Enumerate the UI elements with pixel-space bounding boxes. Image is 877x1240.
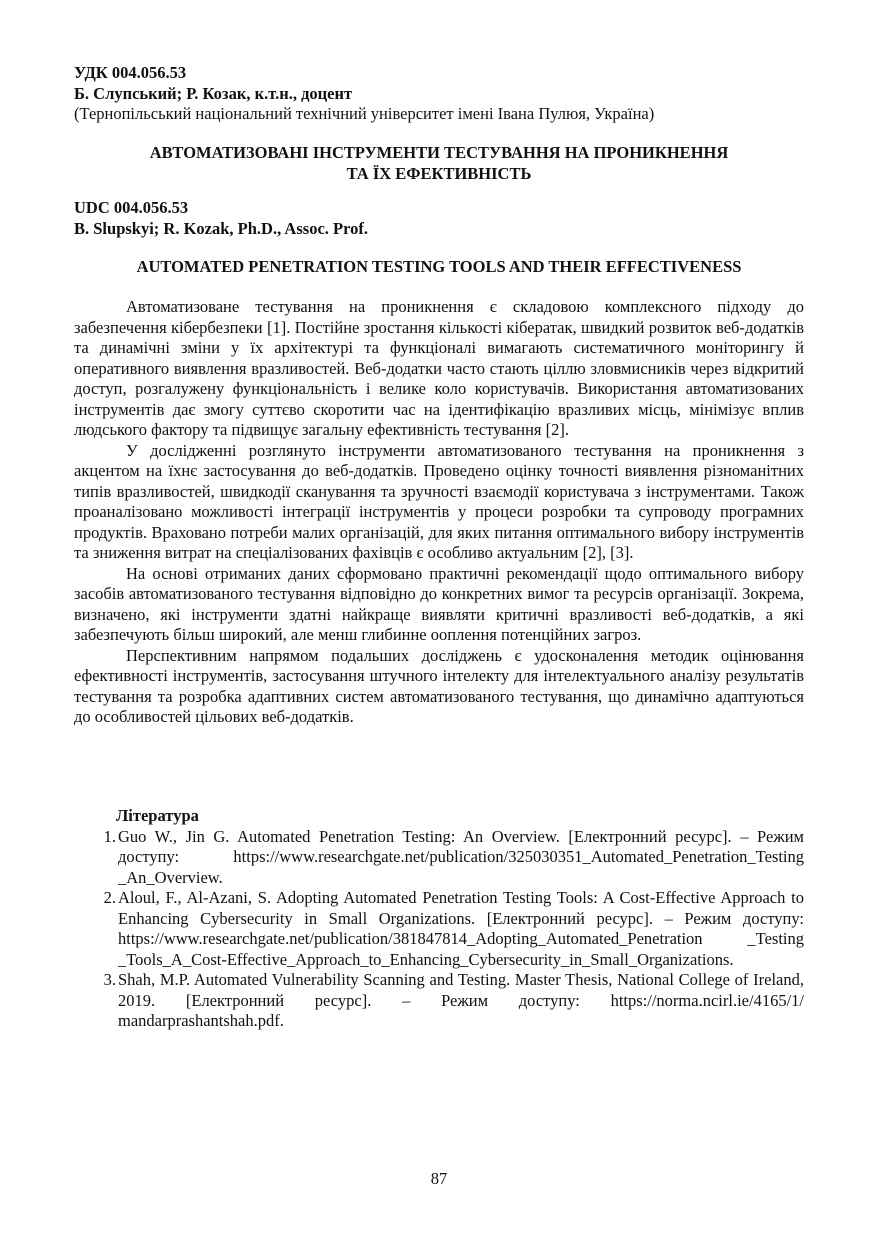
udc-en: UDC 004.056.53 (74, 198, 189, 217)
reference-text: Shah, M.P. Automated Vulnerability Scanning and Testing. Master Thesis, National College of Ireland, 2019. [Електронний ресурс]. – Режим доступу: https://norma.ncirl.ie/4165/1/ mandarprashantshah.pdf. (118, 970, 804, 1030)
affiliation-uk: (Тернопільський національний технічний університет імені Івана Пулюя, Україна) (74, 104, 655, 123)
authors-uk: Б. Слупський; Р. Козак, к.т.н., доцент (74, 83, 353, 103)
body-paragraph-2: У дослідженні розглянуто інструменти автоматизованого тестування на проникнення з акцентом на їхнє застосування до веб-додатків. Проведено оцінку точності виявлення різноманітних типів вразливостей, швидкодії сканування та зручності взаємодії користувача з інструментами. Також проаналізовано можливості інтеграції інструментів у процеси розробки та супроводу програмних продуктів. Враховано потреби малих організацій, для яких питання оптимального вибору інструментів та зниження витрат на спеціалізованих фахівців є особливо актуальним [2], [3]. (74, 440, 804, 562)
reference-text: Aloul, F., Al-Azani, S. Adopting Automated Penetration Testing Tools: A Cost-Effective Approach to Enhancing Cybersecurity in Small Organizations. [Електронний ресурс]. – Режим доступу: https://www.researchgate.net/publication/381847814_Adopting_Automated_Penetration _Testing _Tools_A_Cost-Effective_Approach_to_Enhancing_Cybersecurity_in_Small_Organizations. (118, 888, 804, 969)
body-paragraph-4: Перспективним напрямом подальших досліджень є удосконалення методик оцінювання ефективності інструментів, застосування штучного інтелекту для інтелектуального аналізу результатів тестування та розробка адаптивних систем автоматизованого тестування, що динамічно адаптуються до особливостей цільових веб-додатків. (74, 645, 804, 726)
title-en: AUTOMATED PENETRATION TESTING TOOLS AND THEIR EFFECTIVENESS (136, 257, 742, 276)
reference-text: Guo W., Jin G. Automated Penetration Testing: An Overview. [Електронний ресурс]. – Режим доступу: https://www.researchgate.net/publication/325030351_Automated_Penetration_Testing _An_Overview. (118, 826, 804, 887)
title-uk-line1: АВТОМАТИЗОВАНІ ІНСТРУМЕНТИ ТЕСТУВАННЯ НА ПРОНИКНЕННЯ (149, 143, 729, 162)
reference-item-3 (74, 970, 804, 1032)
reference-item-2 (74, 888, 804, 970)
udc-uk: УДК 004.056.53 (74, 63, 187, 82)
reference-item-1 (74, 827, 804, 889)
header-en (74, 198, 804, 239)
abstract-body (74, 297, 804, 728)
reference-number: 1. (103, 826, 116, 846)
reference-number: 3. (103, 970, 116, 989)
title-uk-line2: ТА ЇХ ЕФЕКТИВНІСТЬ (346, 163, 532, 183)
header-uk (74, 63, 804, 125)
authors-en: B. Slupskyi; R. Kozak, Ph.D., Assoc. Prof. (74, 218, 368, 238)
body-paragraph-3: На основі отриманих даних сформовано практичні рекомендації щодо оптимального вибору засобів автоматизованого тестування відповідно до конкретних вимог та ресурсів організації. Зокрема, визначено, які інструменти здатні найкраще виявляти критичні вразливості веб-додатків, а які забезпечують більш широкий, але менш глибинне ооплення потенційних загроз. (74, 563, 804, 644)
references-section (74, 806, 804, 1032)
references-heading: Література (116, 806, 199, 825)
page-number: 87 (430, 1169, 448, 1188)
body-paragraph-1: Автоматизоване тестування на проникнення є складовою комплексного підходу до забезпечення кібербезпеки [1]. Постійне зростання кількості кібератак, швидкий розвиток веб-додатків та динамічні зміни у їх архітектурі та функціоналі вимагають систематичного моніторингу й оперативного виявлення вразливостей. Веб-додатки часто стають ціллю зловмисників через відкритий доступ, розгалужену функціональність і велике коло користувачів. Використання автоматизованих інструментів дає змогу суттєво скоротити час на ідентифікацію вразливих місць, мінімізує вплив людського фактору та підвищує загальну ефективність тестування [2]. (74, 297, 804, 439)
reference-number: 2. (103, 888, 116, 907)
title-uk (74, 143, 804, 184)
